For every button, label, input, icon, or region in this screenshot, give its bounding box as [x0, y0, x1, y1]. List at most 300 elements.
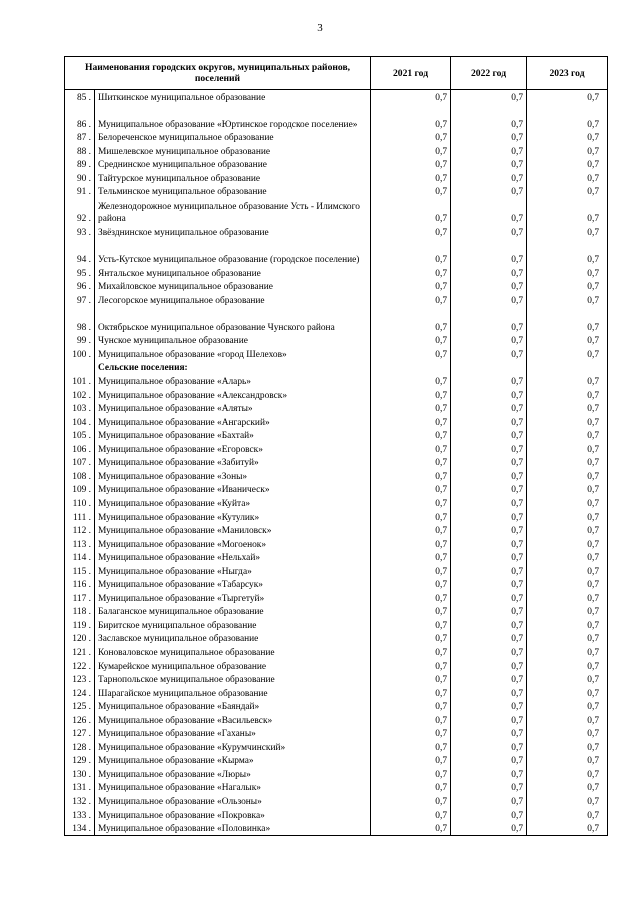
value-2021: 0,7 [371, 334, 451, 348]
table-row [65, 90, 608, 104]
value-2021: 0,7 [371, 496, 451, 510]
value-2021: 0,7 [371, 822, 451, 836]
table-row [65, 171, 608, 185]
value-2023: 0,7 [527, 198, 608, 225]
value-2022: 0,7 [451, 144, 527, 158]
row-name: Муниципальное образование «Курумчинский» [95, 740, 371, 754]
row-name: Муниципальное образование «Ныгда» [95, 564, 371, 578]
table-row [65, 645, 608, 659]
row-number: 114 . [65, 551, 95, 565]
row-number: 112 . [65, 524, 95, 538]
row-number: 85 . [65, 90, 95, 104]
row-name: Муниципальное образование «Бахтай» [95, 429, 371, 443]
value-2021: 0,7 [371, 483, 451, 497]
row-number: 133 . [65, 808, 95, 822]
value-2022: 0,7 [451, 374, 527, 388]
value-2023: 0,7 [527, 673, 608, 687]
value-2022: 0,7 [451, 700, 527, 714]
value-2022: 0,7 [451, 632, 527, 646]
value-2022 [451, 361, 527, 375]
value-2023: 0,7 [527, 564, 608, 578]
value-2022: 0,7 [451, 578, 527, 592]
value-2023: 0,7 [527, 537, 608, 551]
row-number: 108 . [65, 469, 95, 483]
value-2023: 0,7 [527, 686, 608, 700]
value-2022: 0,7 [451, 551, 527, 565]
table-row [65, 618, 608, 632]
row-name: Среднинское муниципальное образование [95, 158, 371, 172]
value-2022: 0,7 [451, 307, 527, 334]
row-name: Муниципальное образование «Покровка» [95, 808, 371, 822]
value-2023: 0,7 [527, 469, 608, 483]
value-2021: 0,7 [371, 442, 451, 456]
table-header-row [65, 57, 608, 90]
row-number: 109 . [65, 483, 95, 497]
value-2021: 0,7 [371, 781, 451, 795]
row-name: Муниципальное образование «Табарсук» [95, 578, 371, 592]
row-name: Железнодорожное муниципальное образование Усть - Илимского района [95, 198, 371, 225]
row-number: 125 . [65, 700, 95, 714]
value-2021: 0,7 [371, 754, 451, 768]
value-2021: 0,7 [371, 469, 451, 483]
table-row [65, 469, 608, 483]
value-2021: 0,7 [371, 104, 451, 131]
value-2022: 0,7 [451, 131, 527, 145]
table-row [65, 158, 608, 172]
value-2023: 0,7 [527, 618, 608, 632]
value-2022: 0,7 [451, 822, 527, 836]
allocation-table [64, 56, 608, 836]
row-name: Тарнопольское муниципальное образование [95, 673, 371, 687]
value-2022: 0,7 [451, 90, 527, 104]
value-2021: 0,7 [371, 551, 451, 565]
value-2023: 0,7 [527, 415, 608, 429]
value-2023: 0,7 [527, 266, 608, 280]
table-row [65, 767, 608, 781]
row-number: 129 . [65, 754, 95, 768]
value-2021: 0,7 [371, 158, 451, 172]
value-2021: 0,7 [371, 131, 451, 145]
value-2022: 0,7 [451, 524, 527, 538]
row-number: 90 . [65, 171, 95, 185]
row-name: Коноваловское муниципальное образование [95, 645, 371, 659]
table-row [65, 293, 608, 307]
table-row [65, 429, 608, 443]
value-2021: 0,7 [371, 659, 451, 673]
row-name: Муниципальное образование «Нагалык» [95, 781, 371, 795]
value-2023: 0,7 [527, 700, 608, 714]
value-2022: 0,7 [451, 456, 527, 470]
value-2021: 0,7 [371, 239, 451, 266]
row-number: 89 . [65, 158, 95, 172]
row-name: Муниципальное образование «Кырма» [95, 754, 371, 768]
value-2021: 0,7 [371, 591, 451, 605]
table-row [65, 104, 608, 131]
value-2021: 0,7 [371, 198, 451, 225]
value-2023: 0,7 [527, 239, 608, 266]
row-name: Муниципальное образование «Юртинское городское поселение» [95, 104, 371, 131]
table-row [65, 551, 608, 565]
value-2023: 0,7 [527, 767, 608, 781]
table-row [65, 510, 608, 524]
value-2022: 0,7 [451, 334, 527, 348]
value-2021: 0,7 [371, 686, 451, 700]
header-name-column: Наименования городских округов, муниципальных районов, поселений [65, 57, 371, 90]
row-number: 117 . [65, 591, 95, 605]
row-number: 100 . [65, 347, 95, 361]
value-2022: 0,7 [451, 280, 527, 294]
table-row [65, 483, 608, 497]
row-name: Чунское муниципальное образование [95, 334, 371, 348]
row-name: Муниципальное образование «Тыргетуй» [95, 591, 371, 605]
value-2021: 0,7 [371, 402, 451, 416]
row-number: 134 . [65, 822, 95, 836]
value-2022: 0,7 [451, 537, 527, 551]
row-number: 113 . [65, 537, 95, 551]
table-row [65, 605, 608, 619]
value-2023: 0,7 [527, 158, 608, 172]
row-number: 88 . [65, 144, 95, 158]
table-row [65, 496, 608, 510]
row-number: 110 . [65, 496, 95, 510]
row-number: 132 . [65, 794, 95, 808]
value-2021: 0,7 [371, 374, 451, 388]
row-number: 99 . [65, 334, 95, 348]
row-name: Муниципальное образование «Люры» [95, 767, 371, 781]
value-2023: 0,7 [527, 727, 608, 741]
row-number: 104 . [65, 415, 95, 429]
value-2021 [371, 361, 451, 375]
value-2021: 0,7 [371, 266, 451, 280]
row-name: Михайловское муниципальное образование [95, 280, 371, 294]
value-2022: 0,7 [451, 483, 527, 497]
row-name: Муниципальное образование «Могоенок» [95, 537, 371, 551]
value-2023: 0,7 [527, 429, 608, 443]
row-number: 96 . [65, 280, 95, 294]
value-2022: 0,7 [451, 591, 527, 605]
value-2022: 0,7 [451, 659, 527, 673]
value-2023: 0,7 [527, 456, 608, 470]
table-row [65, 347, 608, 361]
row-number: 121 . [65, 645, 95, 659]
value-2022: 0,7 [451, 686, 527, 700]
value-2023: 0,7 [527, 605, 608, 619]
row-name: Муниципальное образование «Иваническ» [95, 483, 371, 497]
row-number [65, 361, 95, 375]
row-name: Муниципальное образование «Зоны» [95, 469, 371, 483]
table-row [65, 537, 608, 551]
header-2021: 2021 год [371, 57, 451, 90]
value-2023: 0,7 [527, 713, 608, 727]
value-2021: 0,7 [371, 429, 451, 443]
value-2021: 0,7 [371, 727, 451, 741]
table-row [65, 659, 608, 673]
row-number: 87 . [65, 131, 95, 145]
value-2021: 0,7 [371, 673, 451, 687]
value-2021: 0,7 [371, 794, 451, 808]
row-name: Муниципальное образование «Александровск» [95, 388, 371, 402]
row-number: 111 . [65, 510, 95, 524]
row-name: Муниципальное образование «Баяндай» [95, 700, 371, 714]
table-row [65, 713, 608, 727]
value-2023: 0,7 [527, 659, 608, 673]
row-name: Мишелевское муниципальное образование [95, 144, 371, 158]
value-2022: 0,7 [451, 754, 527, 768]
header-2022: 2022 год [451, 57, 527, 90]
value-2023: 0,7 [527, 307, 608, 334]
value-2021: 0,7 [371, 171, 451, 185]
row-number: 93 . [65, 225, 95, 239]
value-2022: 0,7 [451, 781, 527, 795]
row-name: Кумарейское муниципальное образование [95, 659, 371, 673]
row-number: 101 . [65, 374, 95, 388]
row-number: 124 . [65, 686, 95, 700]
table-row [65, 564, 608, 578]
row-name: Муниципальное образование «Гаханы» [95, 727, 371, 741]
row-name: Лесогорское муниципальное образование [95, 293, 371, 307]
value-2022: 0,7 [451, 713, 527, 727]
table-row [65, 239, 608, 266]
value-2023: 0,7 [527, 645, 608, 659]
value-2021: 0,7 [371, 645, 451, 659]
value-2021: 0,7 [371, 144, 451, 158]
row-number: 130 . [65, 767, 95, 781]
table-row [65, 388, 608, 402]
row-name: Сельские поселения: [95, 361, 371, 375]
value-2021: 0,7 [371, 713, 451, 727]
value-2023: 0,7 [527, 442, 608, 456]
value-2023: 0,7 [527, 144, 608, 158]
row-name: Муниципальное образование «Кутулик» [95, 510, 371, 524]
row-name: Муниципальное образование «Маниловск» [95, 524, 371, 538]
table-row [65, 185, 608, 199]
page-number: 3 [317, 22, 323, 34]
value-2022: 0,7 [451, 185, 527, 199]
row-number: 131 . [65, 781, 95, 795]
value-2021: 0,7 [371, 415, 451, 429]
value-2022: 0,7 [451, 496, 527, 510]
row-name: Муниципальное образование «Куйта» [95, 496, 371, 510]
section-heading-row [65, 361, 608, 375]
value-2022: 0,7 [451, 158, 527, 172]
value-2021: 0,7 [371, 280, 451, 294]
table-row [65, 727, 608, 741]
table-row [65, 198, 608, 225]
value-2021: 0,7 [371, 808, 451, 822]
value-2021: 0,7 [371, 388, 451, 402]
row-name: Белореченское муниципальное образование [95, 131, 371, 145]
value-2021: 0,7 [371, 293, 451, 307]
row-name: Усть-Кутское муниципальное образование (городское поселение) [95, 239, 371, 266]
value-2023: 0,7 [527, 632, 608, 646]
value-2022: 0,7 [451, 564, 527, 578]
value-2021: 0,7 [371, 347, 451, 361]
value-2021: 0,7 [371, 185, 451, 199]
value-2022: 0,7 [451, 104, 527, 131]
value-2021: 0,7 [371, 632, 451, 646]
row-name: Муниципальное образование «Ользоны» [95, 794, 371, 808]
value-2022: 0,7 [451, 605, 527, 619]
table-row [65, 700, 608, 714]
value-2023: 0,7 [527, 578, 608, 592]
value-2023: 0,7 [527, 280, 608, 294]
value-2023: 0,7 [527, 808, 608, 822]
table-row [65, 334, 608, 348]
table-row [65, 415, 608, 429]
value-2022: 0,7 [451, 198, 527, 225]
value-2023: 0,7 [527, 90, 608, 104]
row-name: Тайтурское муниципальное образование [95, 171, 371, 185]
value-2022: 0,7 [451, 402, 527, 416]
value-2021: 0,7 [371, 618, 451, 632]
value-2023: 0,7 [527, 551, 608, 565]
table-row [65, 794, 608, 808]
row-name: Муниципальное образование «Ангарский» [95, 415, 371, 429]
value-2021: 0,7 [371, 700, 451, 714]
value-2023 [527, 361, 608, 375]
row-name: Муниципальное образование «Забитуй» [95, 456, 371, 470]
header-2023: 2023 год [527, 57, 608, 90]
value-2021: 0,7 [371, 510, 451, 524]
table-row [65, 808, 608, 822]
row-name: Тельминское муниципальное образование [95, 185, 371, 199]
table-row [65, 781, 608, 795]
value-2023: 0,7 [527, 591, 608, 605]
value-2023: 0,7 [527, 225, 608, 239]
table-row [65, 144, 608, 158]
table-body [65, 90, 608, 836]
value-2023: 0,7 [527, 171, 608, 185]
row-number: 119 . [65, 618, 95, 632]
row-number: 122 . [65, 659, 95, 673]
row-name: Муниципальное образование «Нельхай» [95, 551, 371, 565]
row-name: Муниципальное образование «город Шелехов» [95, 347, 371, 361]
row-number: 118 . [65, 605, 95, 619]
row-number: 126 . [65, 713, 95, 727]
row-name: Муниципальное образование «Аляты» [95, 402, 371, 416]
row-number: 123 . [65, 673, 95, 687]
row-number: 94 . [65, 239, 95, 266]
row-name: Янтальское муниципальное образование [95, 266, 371, 280]
table-row [65, 632, 608, 646]
row-name: Октябрьское муниципальное образование Чунского района [95, 307, 371, 334]
table-row [65, 578, 608, 592]
row-number: 127 . [65, 727, 95, 741]
value-2021: 0,7 [371, 767, 451, 781]
table-row [65, 456, 608, 470]
value-2023: 0,7 [527, 374, 608, 388]
value-2023: 0,7 [527, 740, 608, 754]
value-2023: 0,7 [527, 347, 608, 361]
value-2023: 0,7 [527, 185, 608, 199]
row-number: 95 . [65, 266, 95, 280]
row-number: 92 . [65, 198, 95, 225]
table-row [65, 280, 608, 294]
row-number: 128 . [65, 740, 95, 754]
table-row [65, 442, 608, 456]
table-row [65, 307, 608, 334]
table-row [65, 686, 608, 700]
row-number: 116 . [65, 578, 95, 592]
row-number: 91 . [65, 185, 95, 199]
value-2021: 0,7 [371, 524, 451, 538]
row-name: Муниципальное образование «Васильевск» [95, 713, 371, 727]
row-name: Заславское муниципальное образование [95, 632, 371, 646]
row-name: Муниципальное образование «Егоровск» [95, 442, 371, 456]
value-2022: 0,7 [451, 794, 527, 808]
value-2022: 0,7 [451, 727, 527, 741]
value-2021: 0,7 [371, 307, 451, 334]
value-2021: 0,7 [371, 564, 451, 578]
value-2023: 0,7 [527, 388, 608, 402]
row-number: 107 . [65, 456, 95, 470]
table-row [65, 673, 608, 687]
value-2023: 0,7 [527, 754, 608, 768]
table-row [65, 822, 608, 836]
value-2021: 0,7 [371, 225, 451, 239]
value-2022: 0,7 [451, 225, 527, 239]
value-2021: 0,7 [371, 605, 451, 619]
value-2023: 0,7 [527, 781, 608, 795]
row-number: 106 . [65, 442, 95, 456]
table-row [65, 374, 608, 388]
table-row [65, 266, 608, 280]
value-2022: 0,7 [451, 293, 527, 307]
value-2022: 0,7 [451, 266, 527, 280]
value-2022: 0,7 [451, 171, 527, 185]
value-2023: 0,7 [527, 334, 608, 348]
row-name: Шарагайское муниципальное образование [95, 686, 371, 700]
value-2023: 0,7 [527, 822, 608, 836]
row-number: 105 . [65, 429, 95, 443]
row-name: Муниципальное образование «Половинка» [95, 822, 371, 836]
value-2022: 0,7 [451, 673, 527, 687]
row-number: 115 . [65, 564, 95, 578]
value-2022: 0,7 [451, 469, 527, 483]
value-2023: 0,7 [527, 483, 608, 497]
value-2022: 0,7 [451, 618, 527, 632]
value-2022: 0,7 [451, 808, 527, 822]
value-2021: 0,7 [371, 740, 451, 754]
row-name: Балаганское муниципальное образование [95, 605, 371, 619]
value-2022: 0,7 [451, 510, 527, 524]
value-2023: 0,7 [527, 524, 608, 538]
row-number: 102 . [65, 388, 95, 402]
value-2022: 0,7 [451, 740, 527, 754]
table-row [65, 131, 608, 145]
value-2023: 0,7 [527, 293, 608, 307]
table-row [65, 524, 608, 538]
value-2023: 0,7 [527, 496, 608, 510]
table-row [65, 591, 608, 605]
value-2022: 0,7 [451, 767, 527, 781]
value-2022: 0,7 [451, 239, 527, 266]
value-2023: 0,7 [527, 402, 608, 416]
value-2021: 0,7 [371, 537, 451, 551]
value-2022: 0,7 [451, 429, 527, 443]
row-number: 120 . [65, 632, 95, 646]
value-2022: 0,7 [451, 645, 527, 659]
value-2023: 0,7 [527, 510, 608, 524]
value-2022: 0,7 [451, 388, 527, 402]
value-2023: 0,7 [527, 104, 608, 131]
row-name: Шиткинское муниципальное образование [95, 90, 371, 104]
row-number: 97 . [65, 293, 95, 307]
value-2022: 0,7 [451, 347, 527, 361]
table-row [65, 754, 608, 768]
row-number: 98 . [65, 307, 95, 334]
table-row [65, 740, 608, 754]
